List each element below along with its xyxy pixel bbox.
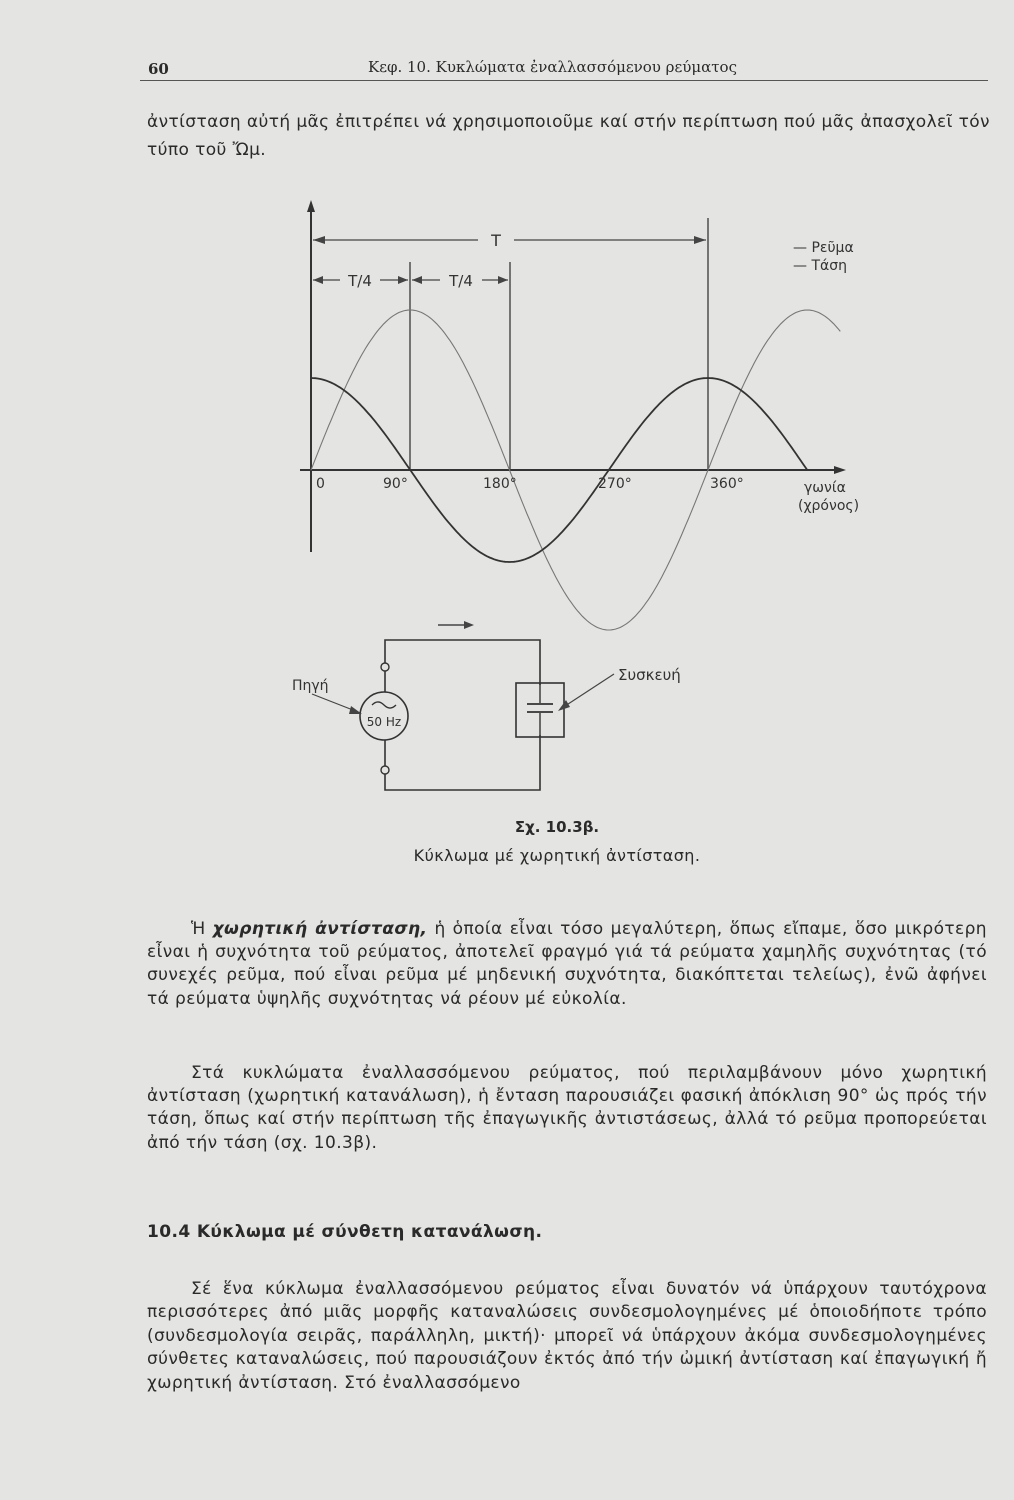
source-label: Πηγή <box>292 678 329 694</box>
quarter-label-2: T/4 <box>449 272 473 290</box>
circuit-diagram <box>292 621 681 790</box>
device-label: Συσκευή <box>618 666 681 684</box>
intro-paragraph: ἀντίσταση αὐτή μᾶς ἐπιτρέπει νά χρησιμοποιοῦμε καί στήν περίπτωση πού μᾶς ἀπασχολεῖ τόν τύπο τοῦ Ὤμ. <box>147 112 990 160</box>
device-pointer <box>562 674 614 708</box>
tick-270: 270° <box>598 476 632 492</box>
x-axis-arrow <box>834 466 846 474</box>
emphasized-term: χωρητική ἀντίσταση, <box>212 919 428 939</box>
tick-90: 90° <box>383 476 408 492</box>
running-title: Κεφ. 10. Κυκλώματα ἐναλλασσόμενου ρεύματος <box>368 58 737 76</box>
paragraph-complex-load: Σέ ἕνα κύκλωμα ἐναλλασσόμενου ρεύματος εἶναι δυνατόν νά ὑπάρχουν ταυτόχρονα περισσότερες ἀπό μιᾶς μορφῆς καταναλώσεις συνδεσμολογημένες μέ ὁποιοδήποτε τρόπο (συνδεσμολογία σειρᾶς, παράλληλη, μικτή)· μπορεῖ νά ὑπάρχουν ἀκόμα συνδεσμολογημένες σύνθετες καταναλώσεις, πού παρουσιάζουν ἐκτός ἀπό τήν ὠμική ἀντίσταση καί ἐπαγωγική ἤ χωρητική ἀντίσταση. Στό ἐναλλασσόμενο <box>147 1279 987 1393</box>
page-number: 60 <box>148 60 169 78</box>
tick-180: 180° <box>483 476 517 492</box>
tick-360: 360° <box>710 476 744 492</box>
figure-caption: Κύκλωμα μέ χωρητική ἀντίσταση. <box>413 846 701 865</box>
x-axis-label-2: (χρόνος) <box>798 498 860 514</box>
legend-voltage: — Τάση <box>793 258 847 274</box>
source-rating: 50 Hz <box>366 715 402 729</box>
y-axis-arrow <box>307 200 315 212</box>
p1-rest: ἡ ὁποία εἶναι τόσο μεγαλύτερη, ὅπως εἴπαμε, ὅσο μικρότερη εἶναι ἡ συχνότητα τοῦ ρεύματος, ἀποτελεῖ φραγμό γιά τά ρεύματα χαμηλῆς συχνότητας (τό συνεχές ρεῦμα, πού εἶναι ρεῦμα μέ μηδενική συχνότητα, διακόπτεται τελείως), ἐνῶ ἀφήνει τά ρεύματα ὑψηλῆς συχνότητας νά ρέουν μέ εὐκολία. <box>147 919 987 1009</box>
paragraph-capacitive-reactance <box>147 918 987 1011</box>
p1-lead: Ἡ <box>191 919 213 939</box>
paragraph-phase-shift: Στά κυκλώματα ἐναλλασσόμενου ρεύματος, πού περιλαμβάνουν μόνο χωρητική ἀντίσταση (χωρητική κατανάλωση), ἡ ἔνταση παρουσιάζει φασική ἀπόκλιση 90° ὡς πρός τήν τάση, ὅπως καί στήν περίπτωση τῆς ἐπαγωγικῆς ἀντιστάσεως, ἀλλά τό ρεῦμα προπορεύεται ἀπό τήν τάση (σχ. 10.3β). <box>147 1063 987 1153</box>
section-heading: 10.4 Κύκλωμα μέ σύνθετη κατανάλωση. <box>147 1222 543 1242</box>
legend-current: — Ρεῦμα <box>793 240 854 256</box>
x-axis-label: γωνία <box>804 480 846 496</box>
tick-origin: 0 <box>316 476 325 492</box>
quarter-label-1: T/4 <box>348 272 372 290</box>
period-label: T <box>491 231 501 250</box>
figure-number: Σχ. 10.3β. <box>514 818 600 836</box>
